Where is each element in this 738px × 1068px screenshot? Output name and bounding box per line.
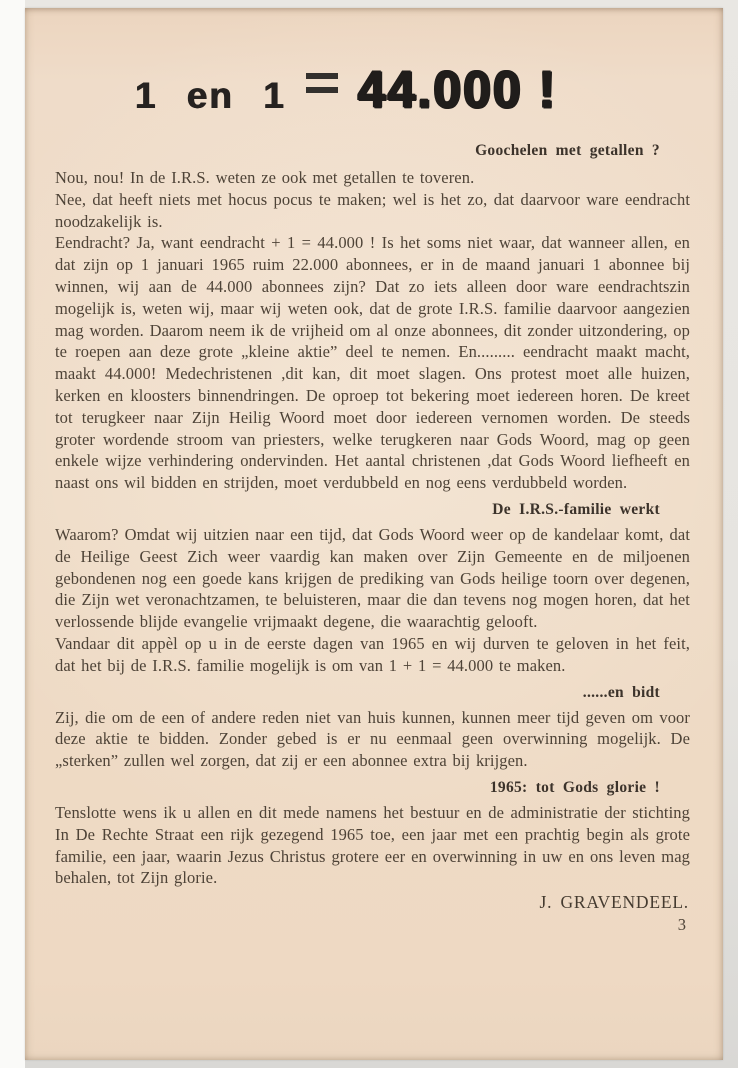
paragraph: Vandaar dit appèl op u in de eerste dagen van 1965 en wij durven te geloven in het feit, dat het bij de I.R.S. familie mogelijk is om van 1 + 1 = 44.000 te maken. [55, 633, 690, 675]
headline [135, 62, 690, 120]
headline-rhs: 44.000 ! [357, 60, 558, 119]
page-number: 3 [677, 915, 686, 935]
section-heading: Goochelen met getallen ? [475, 142, 660, 159]
paragraph: Eendracht? Ja, want eendracht + 1 = 44.000 ! Is het soms niet waar, dat wanneer allen, en dat zijn op 1 januari 1965 ruim 22.000 abonnees, er in de maand januari 1 abonnee bij winnen, wij aan de 44.000 abonnees zijn? Dat zo iets alleen door ware eendrachtszin mogelijk is, weten wij, maar wij weten ook, dat de grote I.R.S. familie daarvoor aangezien mag worden. Daarom neem ik de vrijheid om al onze abonnees, dit zonder uitzondering, op te roepen aan deze grote „kleine aktie” deel te nemen. En......... eendracht maakt macht, maakt 44.000! Medechristenen ,dit kan, dit moet slagen. Ons protest moet alle huizen, kerken en kloosters binnendringen. De oproep tot bekering moet iedereen horen. De kreet tot terugkeer naar Zijn Heilig Woord moet door iedereen vernomen worden. De steeds groter wordende stroom van priesters, welke terugkeren naar Gods Woord, mag op geen enkele wijze verhindering ondervinden. Het aantal christenen ,dat Gods Woord liefheeft en naast ons wil bidden en strijden, moet verdubbeld en nog eens verdubbeld worden. [55, 233, 690, 493]
author-signature: J. GRAVENDEEL. [539, 892, 689, 913]
headline-lhs: 1 en 1 [135, 75, 286, 116]
section-heading: De I.R.S.-familie werkt [492, 500, 660, 518]
paragraph: Nou, nou! In de I.R.S. weten ze ook met getallen te toveren. [55, 168, 475, 187]
equals-sign-icon [306, 73, 338, 95]
magazine-page [25, 8, 723, 1060]
section-heading: 1965: tot Gods glorie ! [489, 778, 660, 796]
scan-margin-strip [0, 0, 25, 1068]
paragraph: Nee, dat heeft niets met hocus pocus te maken; wel is het zo, dat daarvoor ware eendracht noodzakelijk is. [55, 189, 690, 231]
section-heading: ......en bidt [582, 683, 660, 701]
paragraph: Waarom? Omdat wij uitzien naar een tijd, dat Gods Woord weer op de kandelaar komt, dat de Heilige Geest Zich weer vaardig kan maken over Zijn Gemeente en de miljoenen gebondenen nog een goede kans krijgen de prediking van Gods heilige toorn over degenen, die Zijn wet veronachtzamen, te beluisteren, maar die dan tevens nog mogen horen, dat het verlossende blijde evangelie vrijmaakt degene, die waarachtig gelooft. [55, 524, 690, 632]
paragraph: Zij, die om de een of andere reden niet van huis kunnen, kunnen meer tijd geven om voor deze aktie te bidden. Zonder gebed is er nu eenmaal geen overwinning mogelijk. De „sterken” zullen wel zorgen, dat zij er een abonnee extra bij krijgen. [55, 707, 690, 771]
paragraph: Tenslotte wens ik u allen en dit mede namens het bestuur en de administratie der stichting In De Rechte Straat een rijk gezegend 1965 toe, een jaar met een prachtig begin als grote familie, een jaar, waarin Jezus Christus grotere eer en overwinning in uw en ons leven mag behalen, tot Zijn glorie. [55, 802, 690, 888]
